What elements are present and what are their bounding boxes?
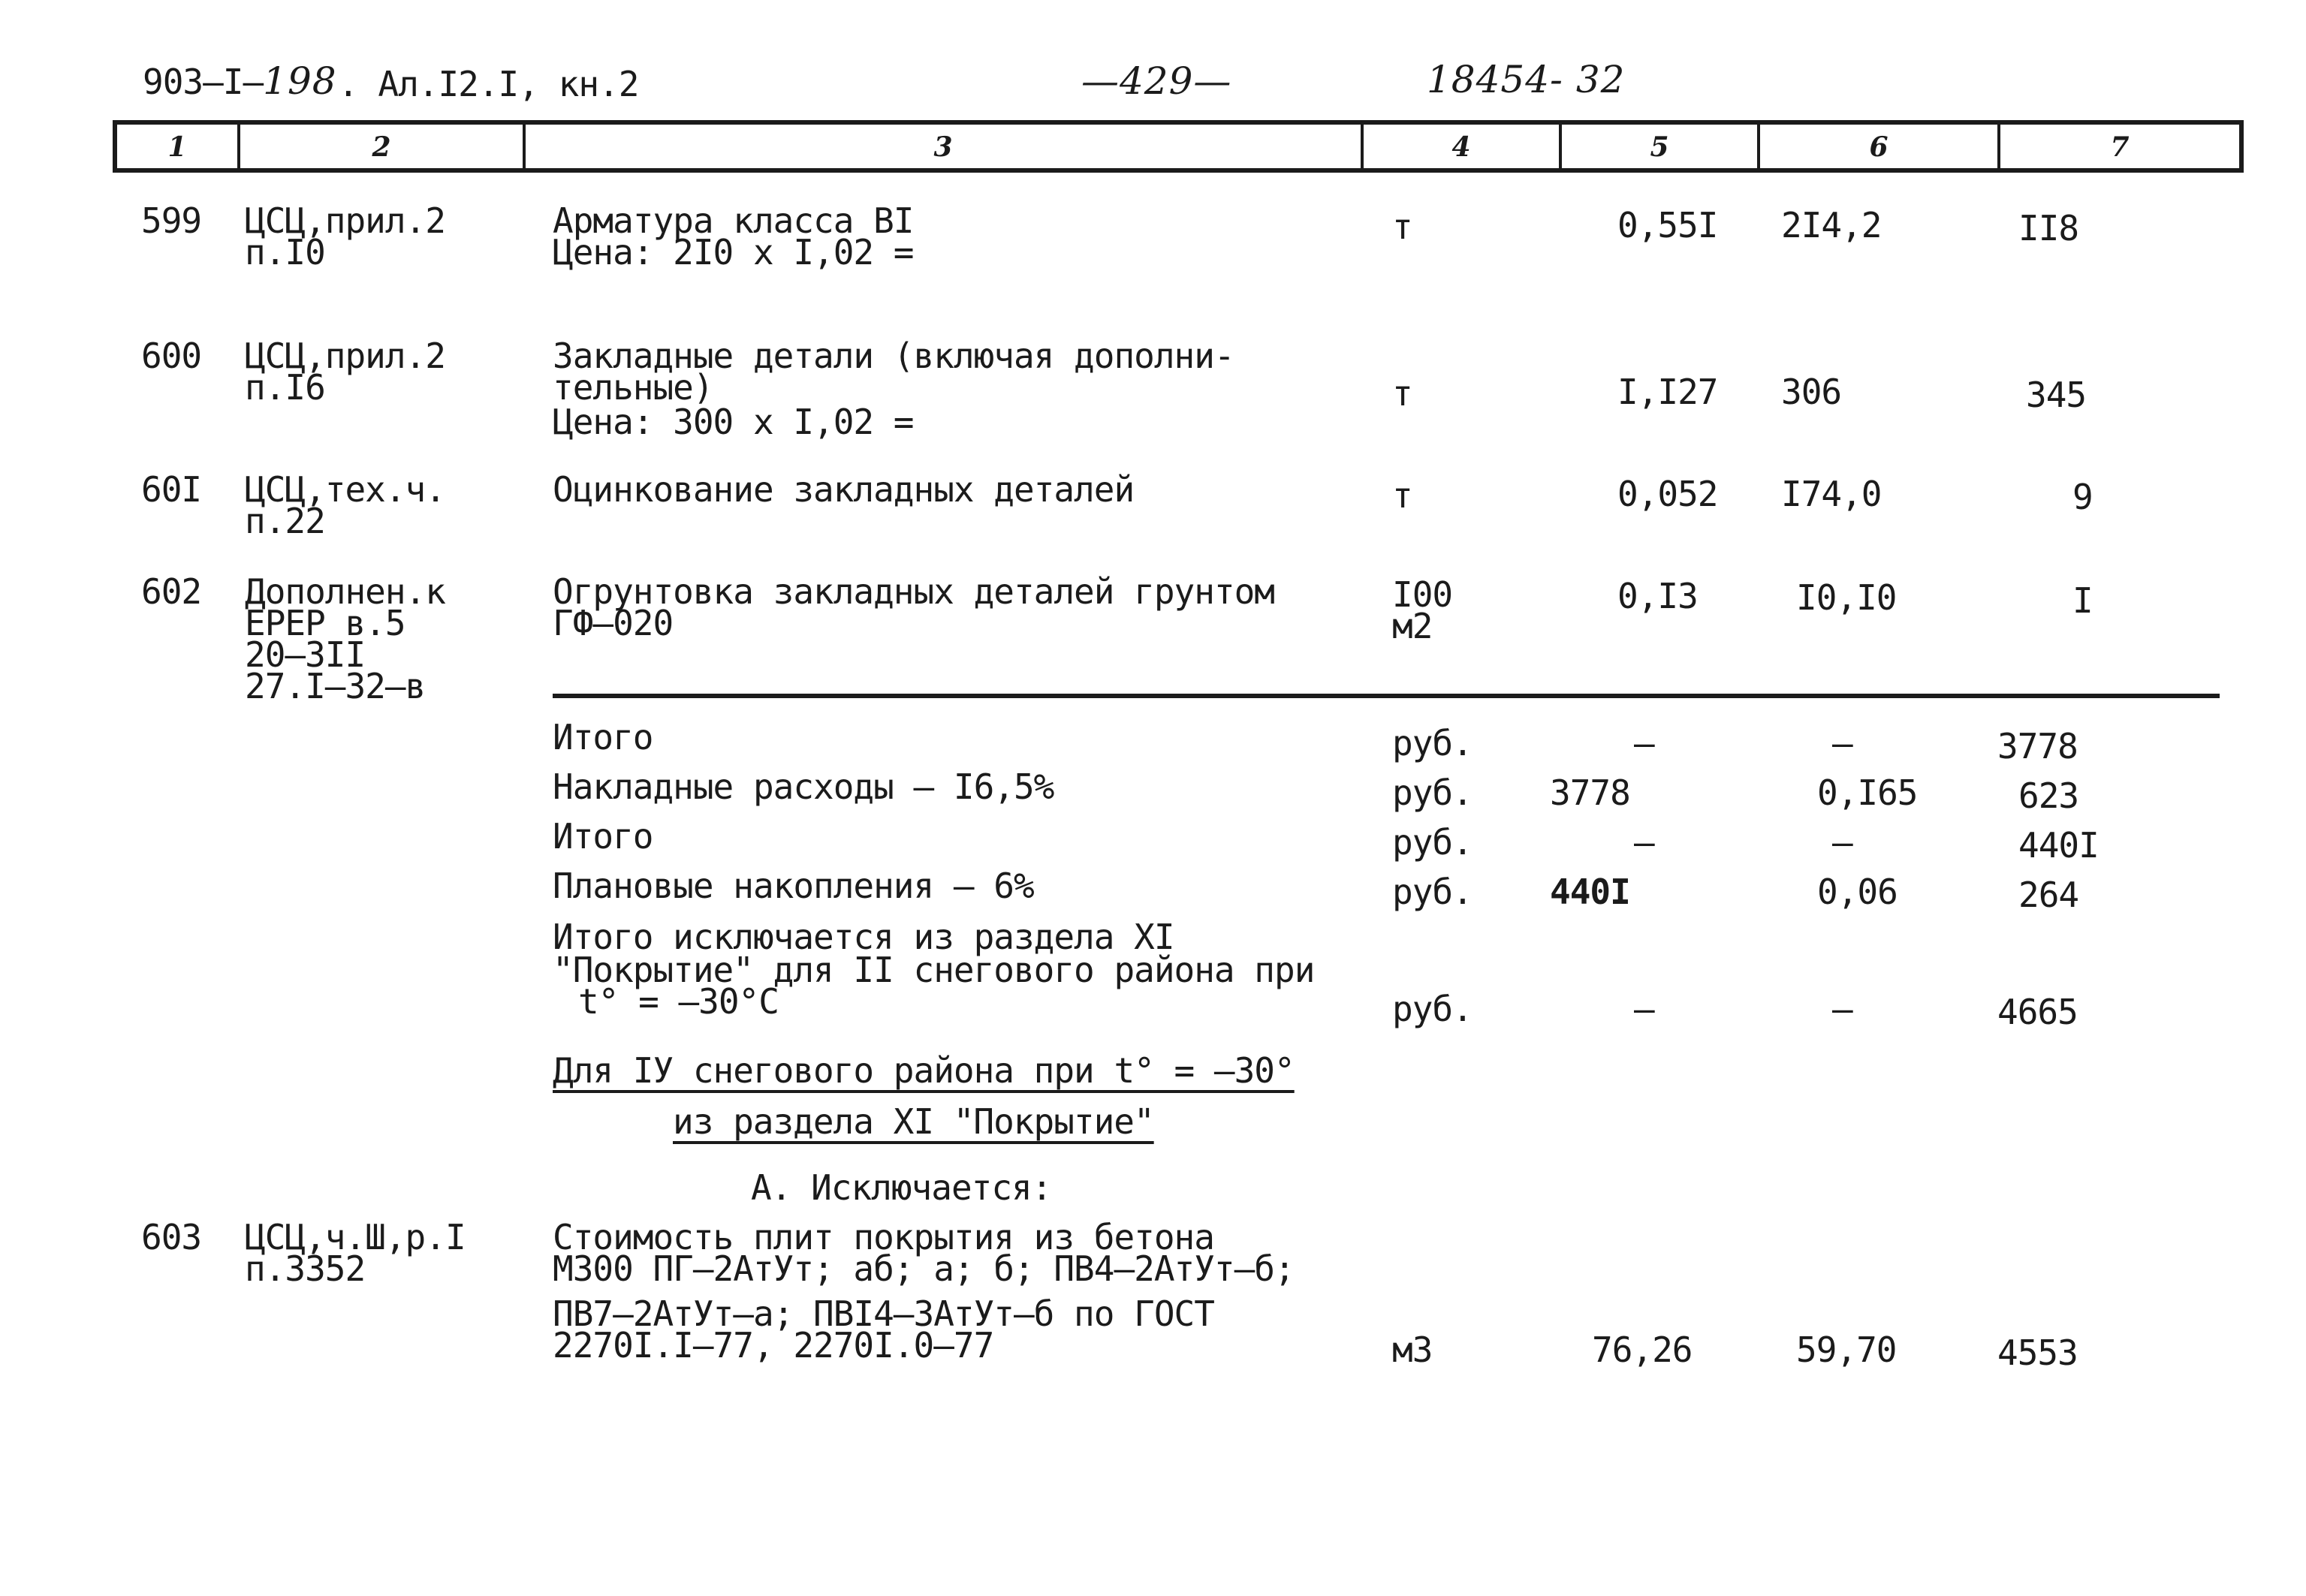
- column-header: 7: [2110, 131, 2130, 163]
- totals-quantity: –: [1634, 723, 1654, 763]
- totals-label: "Покрытие" для II снегового района при: [553, 950, 1315, 990]
- section-heading: из раздела XI "Покрытие": [673, 1101, 1154, 1142]
- row-source: ЦСЦ,прил.2: [245, 336, 445, 376]
- row-source: ЦСЦ,прил.2: [245, 200, 445, 241]
- row-source: Дополнен.к: [245, 571, 445, 612]
- totals-label: Итого: [553, 816, 653, 857]
- row-source: ЕРЕР в.5: [245, 603, 405, 643]
- row-number: 603: [141, 1217, 202, 1257]
- totals-price: 0,I65: [1817, 772, 1918, 813]
- row-source: ЦСЦ,тех.ч.: [245, 469, 445, 510]
- row-description: ПВ7–2АтУт–а; ПВI4–3АтУт–б по ГОСТ: [553, 1293, 1214, 1334]
- row-description: Закладные детали (включая дополни-: [553, 336, 1234, 376]
- totals-total: 4665: [1997, 992, 2078, 1032]
- row-total: 4553: [1997, 1333, 2078, 1373]
- column-header: 1: [117, 125, 240, 168]
- column-header-row: [113, 120, 2244, 173]
- row-source: 20–3II: [245, 634, 366, 675]
- row-quantity: 0,I3: [1617, 576, 1698, 616]
- totals-price: –: [1832, 822, 1852, 863]
- column-header: 2: [240, 125, 526, 168]
- row-price: 2I4,2: [1781, 205, 1882, 245]
- totals-label: t° = –30°С: [578, 981, 779, 1022]
- totals-unit: руб.: [1392, 772, 1473, 813]
- row-price: I74,0: [1781, 474, 1882, 514]
- totals-unit: руб.: [1392, 723, 1473, 763]
- totals-label: Итого: [553, 717, 653, 757]
- totals-separator-line: [553, 694, 2220, 698]
- row-unit: м2: [1392, 606, 1433, 646]
- totals-quantity: 440I: [1550, 872, 1630, 912]
- row-number: 600: [141, 336, 202, 376]
- totals-label: Плановые накопления – 6%: [553, 866, 1034, 906]
- totals-unit: руб.: [1392, 822, 1473, 863]
- row-description: Стоимость плит покрытия из бетона: [553, 1217, 1214, 1257]
- row-number: 599: [141, 200, 202, 241]
- row-description: М300 ПГ–2АтУт; аб; а; б; ПВ4–2АтУт–б;: [553, 1248, 1295, 1289]
- totals-total: 264: [2018, 875, 2079, 915]
- row-description: тельные): [553, 367, 713, 408]
- row-description: Цена: 300 x I,02 =: [553, 402, 914, 442]
- row-quantity: 76,26: [1592, 1329, 1693, 1370]
- row-total: II8: [2018, 208, 2079, 248]
- row-source: 27.I–32–в: [245, 666, 426, 706]
- totals-unit: руб.: [1392, 989, 1473, 1029]
- row-price: I0,I0: [1796, 577, 1897, 618]
- album-reference: . Ал.I2.I, кн.2: [338, 64, 639, 104]
- section-heading: Для IУ снегового района при t° = –30°: [553, 1050, 1295, 1091]
- row-source: ЦСЦ,ч.Ш,р.I: [245, 1217, 466, 1257]
- row-unit: т: [1392, 475, 1412, 516]
- totals-quantity: –: [1634, 822, 1654, 863]
- row-total: 9: [2072, 477, 2093, 517]
- row-quantity: 0,55I: [1617, 205, 1718, 245]
- row-unit: т: [1392, 206, 1412, 247]
- row-quantity: 0,052: [1617, 474, 1718, 514]
- totals-price: 0,06: [1817, 872, 1898, 912]
- document-reference-handwritten: 198: [263, 59, 337, 103]
- stamp-number: 18454- 32: [1427, 58, 1626, 101]
- row-total: 345: [2026, 375, 2087, 415]
- row-description: Огрунтовка закладных деталей грунтом: [553, 571, 1274, 612]
- row-description: ГФ–020: [553, 603, 674, 643]
- row-unit: м3: [1392, 1329, 1433, 1370]
- row-source: п.22: [245, 501, 325, 541]
- page-number: —429—: [1081, 59, 1232, 103]
- row-source: п.I0: [245, 232, 325, 273]
- row-total: I: [2072, 580, 2093, 621]
- row-price: 59,70: [1796, 1329, 1897, 1370]
- row-price: 306: [1781, 372, 1842, 412]
- row-description: 2270I.I–77, 2270I.0–77: [553, 1325, 994, 1366]
- totals-price: –: [1832, 723, 1852, 763]
- column-header: 4: [1364, 125, 1562, 168]
- document-reference: 903–I–198: [143, 59, 337, 103]
- row-unit: I00: [1392, 574, 1453, 615]
- totals-quantity: 3778: [1550, 772, 1630, 813]
- column-header: 6: [1760, 125, 2000, 168]
- row-number: 60I: [141, 469, 202, 510]
- row-description: Арматура класса BI: [553, 200, 914, 241]
- row-unit: т: [1392, 373, 1412, 414]
- subheading: А. Исключается:: [751, 1167, 1052, 1208]
- row-source: п.3352: [245, 1248, 366, 1289]
- totals-label: Накладные расходы – I6,5%: [553, 766, 1054, 807]
- totals-label: Итого исключается из раздела XI: [553, 917, 1174, 957]
- row-description: Оцинкование закладных деталей: [553, 469, 1135, 510]
- row-quantity: I,I27: [1617, 372, 1718, 412]
- totals-unit: руб.: [1392, 872, 1473, 912]
- totals-total: 3778: [1997, 726, 2078, 766]
- row-description: Цена: 2I0 x I,02 =: [553, 232, 914, 273]
- column-header: 3: [526, 125, 1364, 168]
- totals-quantity: –: [1634, 989, 1654, 1029]
- row-source: п.I6: [245, 367, 325, 408]
- totals-price: –: [1832, 989, 1852, 1029]
- totals-total: 623: [2018, 775, 2079, 816]
- totals-total: 440I: [2018, 825, 2099, 866]
- column-header: 5: [1562, 125, 1760, 168]
- row-number: 602: [141, 571, 202, 612]
